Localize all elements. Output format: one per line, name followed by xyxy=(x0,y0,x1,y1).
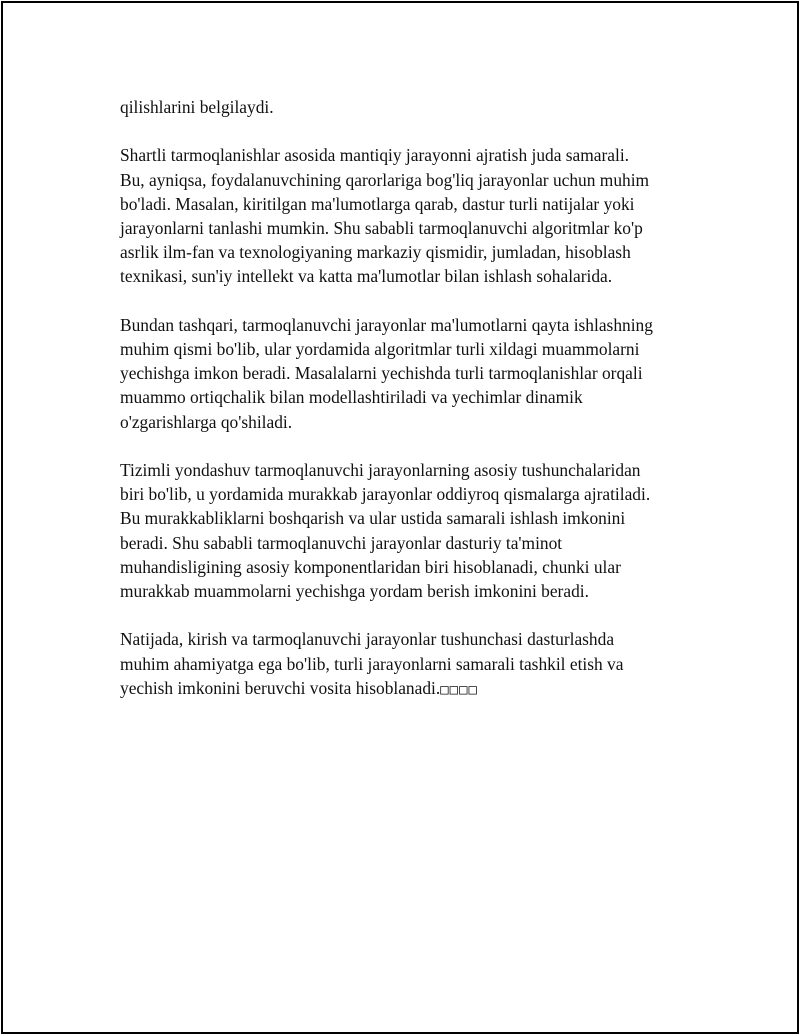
text-line: muammo ortiqchalik bilan modellashtiriladi va yechimlar dinamik xyxy=(120,387,583,408)
paragraph-4 xyxy=(120,458,700,603)
text-line: texnikasi, sun'iy intellekt va katta ma'lumotlar bilan ishlash sohalarida. xyxy=(120,266,613,287)
text-line: jarayonlarni tanlashi mumkin. Shu sababli tarmoqlanuvchi algoritmlar ko'p xyxy=(120,218,643,238)
text-line: murakkab muammolarni yechishga yordam berish imkonini beradi. xyxy=(120,581,589,602)
text-line: Tizimli yondashuv tarmoqlanuvchi jarayonlarning asosiy tushunchalaridan xyxy=(120,460,641,480)
text-line: muhim ahamiyatga ega bo'lib, turli jarayonlarni samarali tashkil etish va xyxy=(120,653,624,674)
text-line: muhim qismi bo'lib, ular yordamida algoritmlar turli xildagi muammolarni xyxy=(120,339,640,359)
text-line: Shartli tarmoqlanishlar asosida mantiqiy jarayonni ajratish juda samarali. xyxy=(120,145,630,166)
text-line: biri bo'lib, u yordamida murakkab jarayonlar oddiyroq qismalarga ajratiladi. xyxy=(120,484,651,505)
paragraph-5 xyxy=(120,627,700,702)
text-line-last xyxy=(120,676,700,702)
paragraph-1 xyxy=(120,95,700,119)
text-line: muhandisligining asosiy komponentlaridan biri hisoblanadi, chunki ular xyxy=(120,556,621,577)
text-line: beradi. Shu sababli tarmoqlanuvchi jarayonlar dasturiy ta'minot xyxy=(120,532,563,553)
paragraph-3 xyxy=(120,313,700,434)
text-line: qilishlarini belgilaydi. xyxy=(120,97,274,117)
page-border xyxy=(1,1,799,1034)
text-line: Natijada, kirish va tarmoqlanuvchi jarayonlar tushunchasi dasturlashda xyxy=(120,629,615,650)
text-line-content: yechish imkonini beruvchi vosita hisoblanadi. xyxy=(120,677,441,698)
missing-glyph-boxes: □□□□ xyxy=(440,681,478,698)
text-line: Bu, ayniqsa, foydalanuvchining qarorlariga bog'liq jarayonlar uchun muhim xyxy=(120,169,650,190)
text-line: asrlik ilm-fan va texnologiyaning markaziy qismidir, jumladan, hisoblash xyxy=(120,242,631,263)
document-body xyxy=(120,95,700,726)
text-line: bo'ladi. Masalan, kiritilgan ma'lumotlarga qarab, dastur turli natijalar yoki xyxy=(120,193,635,214)
text-line: Bu murakkabliklarni boshqarish va ular ustida samarali ishlash imkonini xyxy=(120,508,626,529)
text-line: o'zgarishlarga qo'shiladi. xyxy=(120,411,293,432)
text-line: yechishga imkon beradi. Masalalarni yechishda turli tarmoqlanishlar orqali xyxy=(120,363,643,384)
paragraph-2 xyxy=(120,143,700,288)
text-line: Bundan tashqari, tarmoqlanuvchi jarayonlar ma'lumotlarni qayta ishlashning xyxy=(120,314,653,335)
